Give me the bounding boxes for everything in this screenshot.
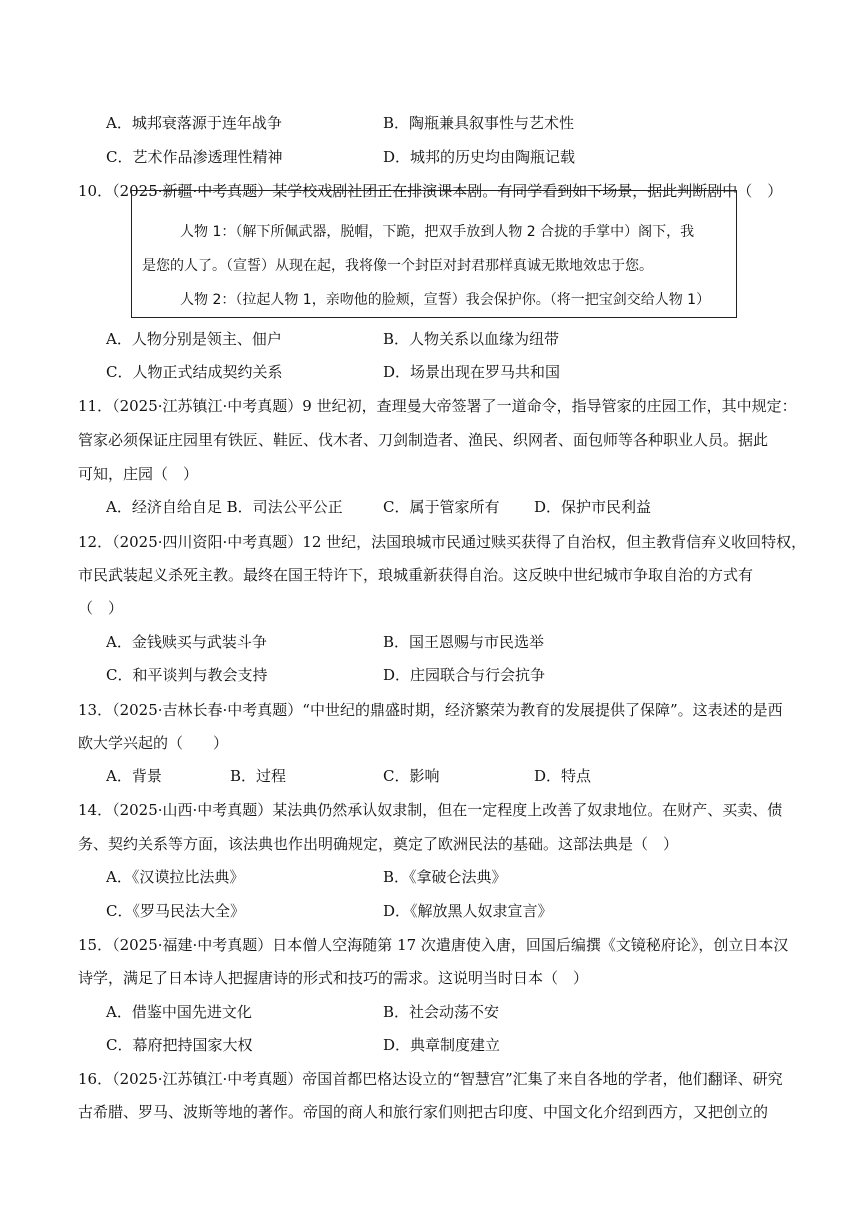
q10-box-line-3: 人物 2：（拉起人物 1，亲吻他的脸颊，宣誓）我会保护你。（将一把宝剑交给人物 1） bbox=[180, 292, 711, 308]
q14-stem-line-2: 务、契约关系等方面，该法典也作出明确规定，奠定了欧洲民法的基础。这部法典是（ ） bbox=[78, 835, 679, 853]
q11-option-d: D．保护市民利益 bbox=[534, 498, 652, 516]
q10-box-line-1: 人物 1：（解下所佩武器，脱帽，下跪，把双手放到人物 2 合拢的手掌中）阁下，我 bbox=[180, 224, 695, 240]
q14-option-b: B．《拿破仑法典》 bbox=[383, 868, 507, 886]
q12-option-c: C．和平谈判与教会支持 bbox=[106, 666, 268, 684]
q12-stem-line-1: 12．（2025·四川资阳·中考真题）12 世纪，法国琅城市民通过赎买获得了自治权，但主教背信弃义收回特权， bbox=[78, 533, 807, 551]
q10-option-a: A．人物分别是领主、佃户 bbox=[106, 330, 282, 348]
q11-stem-line-2: 管家必须保证庄园里有铁匠、鞋匠、伐木者、刀剑制造者、渔民、织网者、面包师等各种职业人员。据此 bbox=[78, 431, 769, 449]
q11-stem-line-1: 11．（2025·江苏镇江·中考真题）9 世纪初，查理曼大帝签署了一道命令，指导管家的庄园工作，其中规定： bbox=[78, 397, 797, 415]
q10-box-line-2: 是您的人了。（宣誓）从现在起，我将像一个封臣对封君那样真诚无欺地效忠于您。 bbox=[142, 258, 653, 274]
q10-scene-box bbox=[131, 190, 737, 318]
q15-option-c: C．幕府把持国家大权 bbox=[106, 1036, 253, 1054]
q9-option-a: A．城邦衰落源于连年战争 bbox=[106, 114, 282, 132]
q14-option-d: D．《解放黑人奴隶宣言》 bbox=[383, 902, 553, 920]
q15-option-a: A．借鉴中国先进文化 bbox=[106, 1003, 252, 1021]
q13-stem-line-1: 13．（2025·吉林长春·中考真题）“中世纪的鼎盛时期，经济繁荣为教育的发展提供了保障”。这表述的是西 bbox=[78, 701, 783, 719]
q16-stem-line-1: 16．（2025·江苏镇江·中考真题）帝国首都巴格达设立的“智慧宫”汇集了来自各地的学者，他们翻译、研究 bbox=[78, 1070, 783, 1088]
q15-stem-line-1: 15．（2025·福建·中考真题）日本僧人空海随第 17 次遣唐使入唐，回国后编撰《文镜秘府论》，创立日本汉 bbox=[78, 936, 789, 954]
q15-stem-line-2: 诗学，满足了日本诗人把握唐诗的形式和技巧的需求。这说明当时日本（ ） bbox=[78, 969, 589, 987]
q10-option-c: C．人物正式结成契约关系 bbox=[106, 363, 283, 381]
q13-stem-line-2: 欧大学兴起的（ ） bbox=[78, 734, 229, 752]
q12-option-a: A．金钱赎买与武装斗争 bbox=[106, 633, 267, 651]
q13-option-c: C．影响 bbox=[383, 767, 440, 785]
q15-option-d: D．典章制度建立 bbox=[383, 1036, 501, 1054]
q10-option-d: D．场景出现在罗马共和国 bbox=[383, 363, 561, 381]
q12-option-d: D．庄园联合与行会抗争 bbox=[383, 666, 546, 684]
q13-option-b: B．过程 bbox=[230, 767, 287, 785]
q12-stem-line-2: 市民武装起义杀死主教。最终在国王特许下，琅城重新获得自治。这反映中世纪城市争取自治的方式有 bbox=[78, 566, 754, 584]
q12-option-b: B．国王恩赐与市民选举 bbox=[383, 633, 545, 651]
q14-stem-line-1: 14．（2025·山西·中考真题）某法典仍然承认奴隶制，但在一定程度上改善了奴隶地位。在财产、买卖、债 bbox=[78, 801, 783, 819]
q12-stem-line-3: （ ） bbox=[78, 599, 124, 617]
q16-stem-line-2: 古希腊、罗马、波斯等地的著作。帝国的商人和旅行家们则把古印度、中国文化介绍到西方，又把创立的 bbox=[78, 1103, 769, 1121]
q14-option-a: A．《汉谟拉比法典》 bbox=[106, 868, 245, 886]
q10-option-b: B．人物关系以血缘为纽带 bbox=[383, 330, 560, 348]
q9-option-d: D．城邦的历史均由陶瓶记载 bbox=[383, 148, 576, 166]
q11-option-c: C．属于管家所有 bbox=[383, 498, 500, 516]
q14-option-c: C．《罗马民法大全》 bbox=[106, 902, 245, 920]
q9-option-c: C．艺术作品渗透理性精神 bbox=[106, 148, 283, 166]
q13-option-d: D．特点 bbox=[534, 767, 592, 785]
q11-option-ab: A．经济自给自足 B．司法公平公正 bbox=[106, 498, 343, 516]
q15-option-b: B．社会动荡不安 bbox=[383, 1003, 500, 1021]
q10-stem: 10．（2025·新疆·中考真题）某学校戏剧社团正在排演课本剧。有同学看到如下场景，据此判断剧中（ ） bbox=[78, 182, 783, 200]
q13-option-a: A．背景 bbox=[106, 767, 162, 785]
q9-option-b: B．陶瓶兼具叙事性与艺术性 bbox=[383, 114, 575, 132]
q11-stem-line-3: 可知，庄园（ ） bbox=[78, 465, 199, 483]
